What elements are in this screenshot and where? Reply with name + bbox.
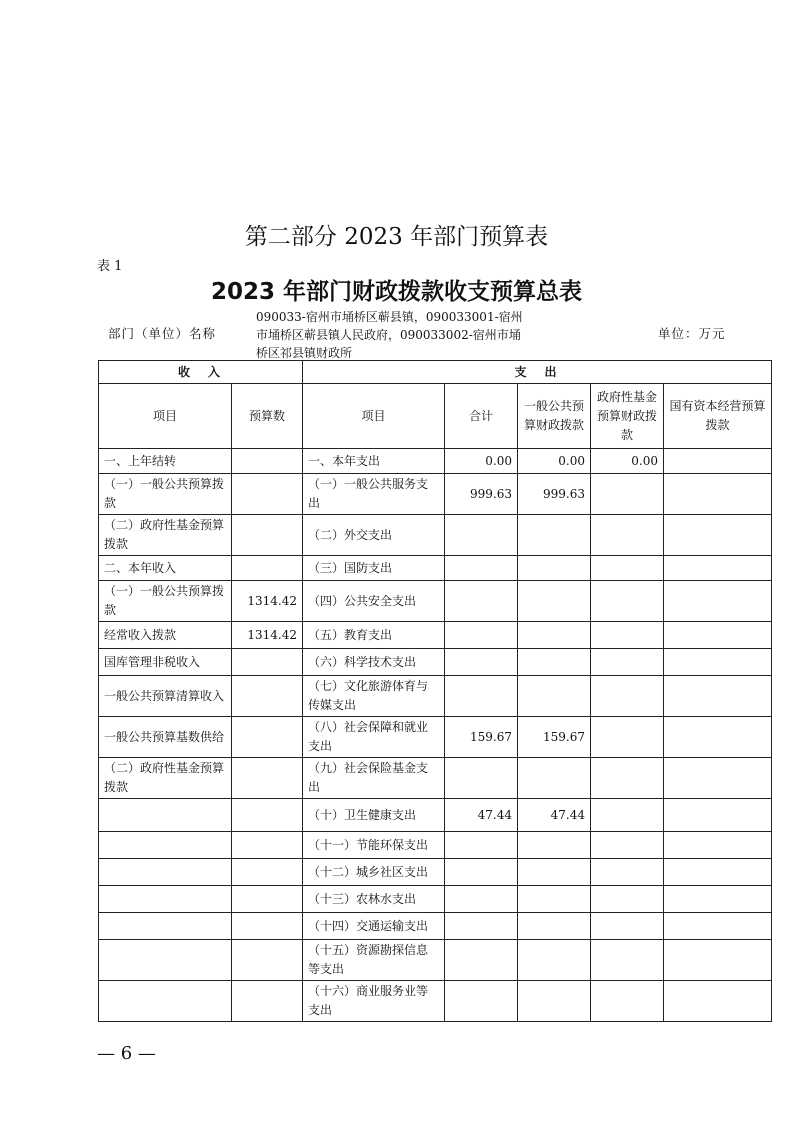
general-budget-cell <box>518 832 591 859</box>
income-item-cell <box>99 886 232 913</box>
expense-item-cell: （十六）商业服务业等支出 <box>303 981 445 1022</box>
unit-label: 单位：万元 <box>658 326 726 341</box>
table-row <box>99 886 772 913</box>
expense-item-cell: （九）社会保险基金支出 <box>303 758 445 799</box>
total-cell <box>445 758 518 799</box>
general-budget-cell <box>518 859 591 886</box>
expense-item-cell: （十三）农林水支出 <box>303 886 445 913</box>
expense-item-cell: （十一）节能环保支出 <box>303 832 445 859</box>
general-budget-cell <box>518 622 591 649</box>
expense-item-cell: （十五）资源勘探信息等支出 <box>303 940 445 981</box>
income-item-cell: 一般公共预算清算收入 <box>99 676 232 717</box>
income-amount-cell <box>232 940 303 981</box>
income-item-cell: （二）政府性基金预算拨款 <box>99 515 232 556</box>
fund-budget-cell <box>591 758 664 799</box>
expense-item-cell: （四）公共安全支出 <box>303 581 445 622</box>
income-item-cell: （二）政府性基金预算拨款 <box>99 758 232 799</box>
total-cell: 0.00 <box>445 449 518 474</box>
income-item-cell: 一、上年结转 <box>99 449 232 474</box>
total-cell <box>445 913 518 940</box>
general-budget-cell <box>518 515 591 556</box>
total-cell: 47.44 <box>445 799 518 832</box>
table-title: 2023 年部门财政拨款收支预算总表 <box>210 279 583 305</box>
department-name: 090033-宿州市埇桥区蕲县镇，090033001-宿州市埇桥区蕲县镇人民政府，090033002-宿州市埇桥区祁县镇财政所 <box>256 310 523 360</box>
expense-item-cell: （一）一般公共服务支出 <box>303 474 445 515</box>
expense-item-cell: （六）科学技术支出 <box>303 649 445 676</box>
income-amount-cell <box>232 799 303 832</box>
fund-budget-cell <box>591 515 664 556</box>
state-capital-cell <box>664 581 772 622</box>
table-row <box>99 581 772 622</box>
department-label: 部门（单位）名称 <box>108 326 217 341</box>
state-capital-cell <box>664 515 772 556</box>
fund-budget-cell <box>591 474 664 515</box>
column-header-fund-budget: 政府性基金预算财政拨款 <box>591 384 664 449</box>
state-capital-cell <box>664 859 772 886</box>
column-header-row <box>99 384 772 449</box>
fund-budget-cell <box>591 799 664 832</box>
income-item-cell <box>99 940 232 981</box>
total-cell <box>445 515 518 556</box>
table-row <box>99 717 772 758</box>
state-capital-cell <box>664 913 772 940</box>
income-amount-cell <box>232 832 303 859</box>
general-budget-cell: 0.00 <box>518 449 591 474</box>
column-header-budget: 预算数 <box>232 384 303 449</box>
income-amount-cell <box>232 758 303 799</box>
income-amount-cell <box>232 449 303 474</box>
income-item-cell <box>99 913 232 940</box>
total-cell <box>445 581 518 622</box>
total-cell <box>445 886 518 913</box>
general-budget-cell <box>518 886 591 913</box>
income-amount-cell: 1314.42 <box>232 622 303 649</box>
general-budget-cell <box>518 649 591 676</box>
state-capital-cell <box>664 940 772 981</box>
income-amount-cell <box>232 649 303 676</box>
state-capital-cell <box>664 676 772 717</box>
fund-budget-cell <box>591 832 664 859</box>
fund-budget-cell <box>591 622 664 649</box>
expense-item-cell: （十四）交通运输支出 <box>303 913 445 940</box>
fund-budget-cell <box>591 581 664 622</box>
table-row <box>99 913 772 940</box>
income-item-cell: 二、本年收入 <box>99 556 232 581</box>
total-cell <box>445 859 518 886</box>
general-budget-cell <box>518 981 591 1022</box>
budget-table <box>98 360 772 1022</box>
column-header-general-budget: 一般公共预算财政拨款 <box>518 384 591 449</box>
table-row <box>99 556 772 581</box>
general-budget-cell: 47.44 <box>518 799 591 832</box>
total-cell <box>445 649 518 676</box>
general-budget-cell <box>518 556 591 581</box>
general-budget-cell <box>518 940 591 981</box>
income-section-header: 收 入 <box>99 361 303 384</box>
table-row <box>99 758 772 799</box>
expense-item-cell: （八）社会保障和就业支出 <box>303 717 445 758</box>
income-item-cell: （一）一般公共预算拨款 <box>99 474 232 515</box>
total-cell <box>445 832 518 859</box>
state-capital-cell <box>664 717 772 758</box>
income-item-cell: 一般公共预算基数供给 <box>99 717 232 758</box>
state-capital-cell <box>664 449 772 474</box>
table-row <box>99 832 772 859</box>
column-header-total: 合计 <box>445 384 518 449</box>
total-cell <box>445 622 518 649</box>
table-row <box>99 676 772 717</box>
state-capital-cell <box>664 886 772 913</box>
column-header-expense-item: 项目 <box>303 384 445 449</box>
general-budget-cell <box>518 676 591 717</box>
fund-budget-cell <box>591 556 664 581</box>
table-row <box>99 515 772 556</box>
income-amount-cell: 1314.42 <box>232 581 303 622</box>
fund-budget-cell <box>591 981 664 1022</box>
fund-budget-cell: 0.00 <box>591 449 664 474</box>
state-capital-cell <box>664 474 772 515</box>
column-header-income-item: 项目 <box>99 384 232 449</box>
fund-budget-cell <box>591 940 664 981</box>
income-amount-cell <box>232 913 303 940</box>
income-amount-cell <box>232 515 303 556</box>
expense-item-cell: （五）教育支出 <box>303 622 445 649</box>
income-item-cell <box>99 799 232 832</box>
table-row <box>99 449 772 474</box>
fund-budget-cell <box>591 676 664 717</box>
state-capital-cell <box>664 799 772 832</box>
table-row <box>99 474 772 515</box>
general-budget-cell <box>518 581 591 622</box>
expense-item-cell: （十二）城乡社区支出 <box>303 859 445 886</box>
income-amount-cell <box>232 556 303 581</box>
state-capital-cell <box>664 556 772 581</box>
income-amount-cell <box>232 717 303 758</box>
income-item-cell <box>99 859 232 886</box>
fund-budget-cell <box>591 913 664 940</box>
expense-item-cell: 一、本年支出 <box>303 449 445 474</box>
total-cell <box>445 981 518 1022</box>
expense-section-header: 支 出 <box>303 361 772 384</box>
total-cell: 999.63 <box>445 474 518 515</box>
income-amount-cell <box>232 474 303 515</box>
income-item-cell <box>99 981 232 1022</box>
fund-budget-cell <box>591 717 664 758</box>
general-budget-cell: 159.67 <box>518 717 591 758</box>
table-row <box>99 649 772 676</box>
section-header-row <box>99 361 772 384</box>
expense-item-cell: （十）卫生健康支出 <box>303 799 445 832</box>
income-amount-cell <box>232 981 303 1022</box>
state-capital-cell <box>664 622 772 649</box>
column-header-state-capital: 国有资本经营预算拨款 <box>664 384 772 449</box>
state-capital-cell <box>664 981 772 1022</box>
table-row <box>99 622 772 649</box>
table-row <box>99 940 772 981</box>
general-budget-cell: 999.63 <box>518 474 591 515</box>
state-capital-cell <box>664 832 772 859</box>
general-budget-cell <box>518 913 591 940</box>
total-cell <box>445 676 518 717</box>
state-capital-cell <box>664 649 772 676</box>
fund-budget-cell <box>591 886 664 913</box>
general-budget-cell <box>518 758 591 799</box>
table-row <box>99 799 772 832</box>
total-cell <box>445 940 518 981</box>
income-item-cell: 国库管理非税收入 <box>99 649 232 676</box>
income-item-cell <box>99 832 232 859</box>
fund-budget-cell <box>591 859 664 886</box>
page-number: — 6 — <box>97 1043 156 1064</box>
income-item-cell: 经常收入拨款 <box>99 622 232 649</box>
state-capital-cell <box>664 758 772 799</box>
total-cell: 159.67 <box>445 717 518 758</box>
income-amount-cell <box>232 886 303 913</box>
part-title: 第二部分 2023 年部门预算表 <box>244 224 549 250</box>
fund-budget-cell <box>591 649 664 676</box>
total-cell <box>445 556 518 581</box>
expense-item-cell: （二）外交支出 <box>303 515 445 556</box>
table-row <box>99 981 772 1022</box>
expense-item-cell: （七）文化旅游体育与传媒支出 <box>303 676 445 717</box>
income-item-cell: （一）一般公共预算拨款 <box>99 581 232 622</box>
income-amount-cell <box>232 676 303 717</box>
expense-item-cell: （三）国防支出 <box>303 556 445 581</box>
table-row <box>99 859 772 886</box>
table-number: 表 1 <box>97 259 123 274</box>
income-amount-cell <box>232 859 303 886</box>
